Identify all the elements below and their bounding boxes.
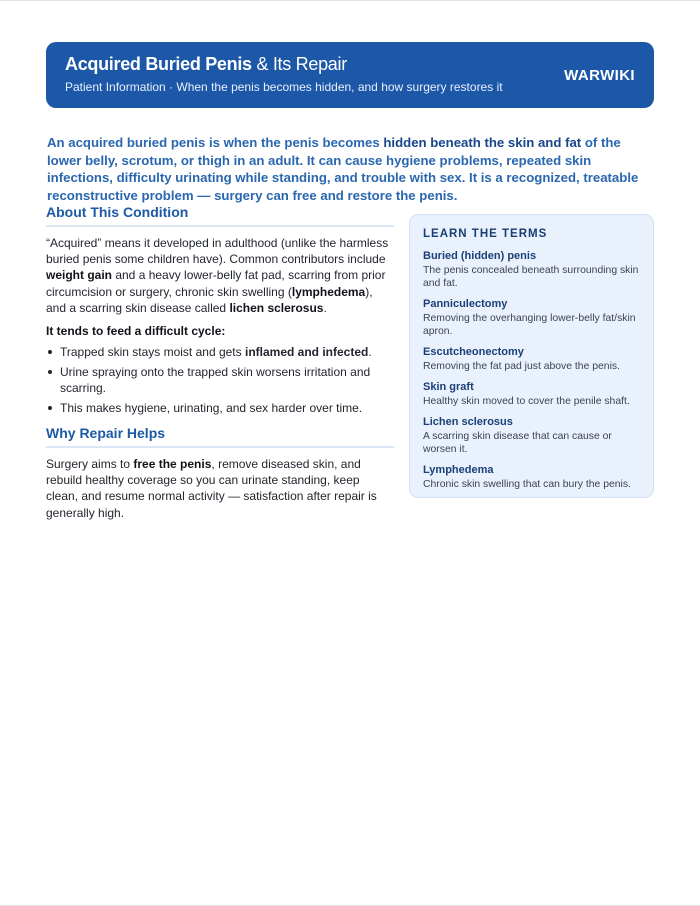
section-title-about: About This Condition — [46, 204, 394, 227]
term-name: Lymphedema — [423, 464, 494, 476]
term-definition: Chronic skin swelling that can bury the penis. — [423, 479, 631, 490]
term-definition: A scarring skin disease that can cause or worsen it. — [423, 431, 612, 455]
bullet1-bold: inflamed and infected — [244, 345, 369, 360]
term-name: Buried (hidden) penis — [423, 250, 537, 262]
term-definition: Removing the overhanging lower-belly fat/skin apron. — [423, 313, 636, 337]
about-paragraph — [46, 235, 394, 316]
list-item: Urine spraying onto the trapped skin worsens irritation and scarring. — [46, 364, 394, 396]
brand-logo: WARWIKI — [564, 67, 635, 84]
lede-paragraph — [47, 134, 657, 204]
about-text-a: “Acquired” means it developed in adulthood (unlike the harmless buried penis some children have). Common contributors include — [46, 236, 389, 267]
header-banner — [46, 42, 654, 108]
glossary-term — [423, 345, 640, 373]
term-name: Escutcheonectomy — [423, 346, 524, 358]
lede-part1: An acquired buried penis is when the penis becomes — [47, 135, 384, 151]
glossary-term — [423, 380, 640, 408]
term-name: Skin graft — [423, 381, 474, 393]
about-text-d: ), and a scarring skin disease called — [46, 284, 373, 315]
glossary-term — [423, 297, 640, 338]
term-name: Panniculectomy — [423, 298, 508, 310]
title-bold: Acquired Buried Penis — [65, 54, 252, 74]
bullet1-text-a: Trapped skin stays moist and gets — [60, 345, 245, 360]
lede-part2: of the lower belly, scrotum, or thigh in an adult. It can cause hygiene problems, repeated skin infections, difficulty urinating while standing, and trouble with sex. It is a recognized, treatable reconstructive problem — surgery can free and restore the penis. — [47, 135, 639, 203]
about-text-c: and a heavy lower-belly fat pad, scarring from prior circumcision or surgery, chronic skin swelling ( — [46, 268, 386, 299]
about-bold-lichen: lichen sclerosus — [229, 300, 324, 315]
page-title — [65, 54, 347, 75]
bullet1-text-c: . — [368, 345, 372, 360]
glossary-term — [423, 415, 640, 456]
term-definition: The penis concealed beneath surrounding skin and fat. — [423, 265, 639, 289]
about-bold-lymphedema: lymphedema — [291, 284, 366, 299]
glossary-sidebar — [409, 214, 654, 498]
page-top-rule — [0, 0, 700, 1]
glossary-term — [423, 463, 640, 491]
why-text-a: Surgery aims to — [46, 457, 134, 472]
term-definition: Removing the fat pad just above the penis. — [423, 361, 620, 372]
title-rest: & Its Repair — [251, 54, 347, 74]
about-bold-weight-gain: weight gain — [46, 268, 112, 283]
why-text-c: , remove diseased skin, and rebuild healthy coverage so you can urinate standing, keep clean, and resume normal activity — satisfaction after repair is generally high. — [46, 457, 377, 520]
list-item — [46, 344, 394, 360]
why-paragraph — [46, 456, 394, 521]
term-name: Lichen sclerosus — [423, 416, 513, 428]
cycle-bullet-list — [46, 344, 394, 416]
term-definition: Healthy skin moved to cover the penile shaft. — [423, 396, 630, 407]
page-subtitle: Patient Information · When the penis becomes hidden, and how surgery restores it — [65, 80, 503, 94]
glossary-title: LEARN THE TERMS — [423, 228, 548, 240]
section-title-why: Why Repair Helps — [46, 425, 394, 448]
list-item: This makes hygiene, urinating, and sex harder over time. — [46, 400, 394, 416]
about-text-e: . — [323, 300, 327, 315]
why-bold: free the penis — [133, 457, 212, 472]
main-column — [46, 204, 394, 521]
cycle-heading: It tends to feed a difficult cycle: — [46, 324, 226, 339]
lede-highlight: hidden beneath the skin and fat — [383, 135, 582, 151]
glossary-term — [423, 249, 640, 290]
